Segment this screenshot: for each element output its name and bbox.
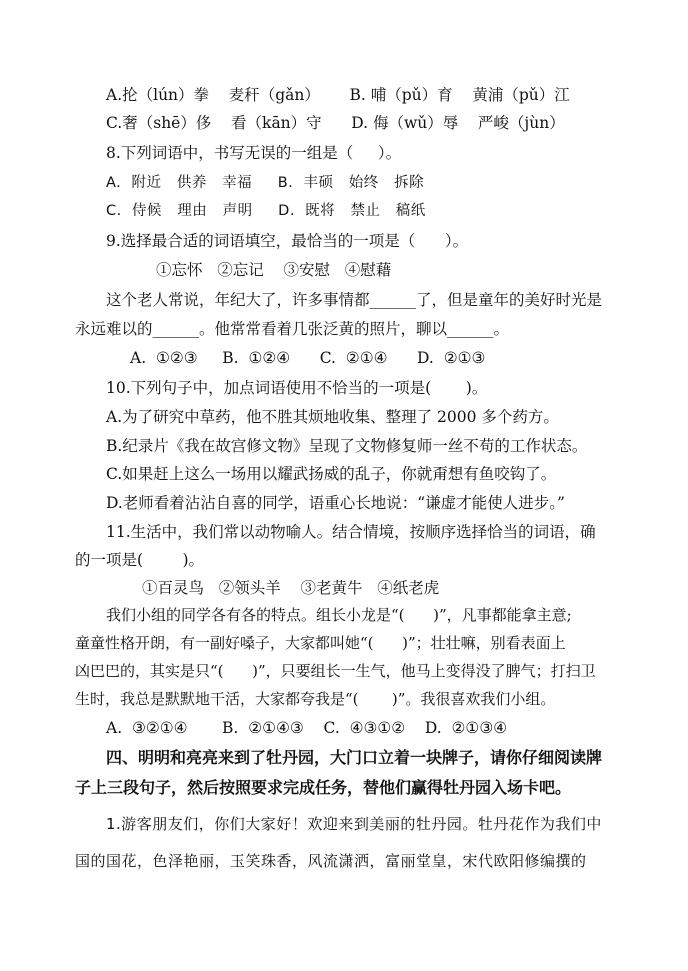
q10-option-c: C.如果赶上这么一场用以耀武扬威的乱子，你就甭想有鱼咬钩了。 <box>106 465 557 483</box>
q10-option-a: A.为了研究中草药，他不胜其烦地收集、整理了 2000 多个药方。 <box>106 408 559 426</box>
q9-passage-line-2: 永远难以的______。他常常看着几张泛黄的照片，聊以______。 <box>75 320 510 338</box>
q7-option-row-cd: C.奢（shē）侈 看（kān）守 D. 侮（wǔ）辱 严峻（jùn） <box>106 114 565 132</box>
q11-passage-line-1: 我们小组的同学各有各的特点。组长小龙是“( )”，凡事都能拿主意; <box>106 606 572 624</box>
section-4-heading-line-1: 四、明明和亮亮来到了牡丹园，大门口立着一块牌子，请你仔细阅读牌 <box>106 748 603 767</box>
sign-passage-line-1: 1.游客朋友们，你们大家好！欢迎来到美丽的牡丹园。牡丹花作为我们中 <box>106 815 602 833</box>
q10-option-d: D.老师看着沾沾自喜的同学，语重心长地说：“谦虚才能使人进步。” <box>106 494 565 512</box>
q11-passage-line-4: 生时，我总是默默地干活，大家都夸我是“( )”。我很喜欢我们小组。 <box>75 690 556 708</box>
q8-option-row-ab: A. 附近 供养 幸福 B. 丰硕 始终 拆除 <box>106 175 425 191</box>
q11-passage-line-2: 童童性格开朗，有一副好嗓子，大家都叫她“( )”；壮壮嘛，别看表面上 <box>75 634 566 652</box>
q11-stem-line-1: 11.生活中，我们常以动物喻人。结合情境，按顺序选择恰当的词语，确 <box>106 523 596 541</box>
q8-option-row-cd: C. 侍候 理由 声明 D. 既将 禁止 稿纸 <box>106 203 426 219</box>
q9-word-choices: ①忘怀 ②忘记 ③安慰 ④慰藉 <box>156 261 392 279</box>
q10-option-b: B.纪录片《我在故宫修文物》呈现了文物修复师一丝不苟的工作状态。 <box>106 437 588 455</box>
q11-options: A. ③②①④ B. ②①④③ C. ④③①② D. ②①③④ <box>106 719 508 737</box>
q9-stem: 9.选择最合适的词语填空，最恰当的一项是（ ）。 <box>106 232 469 250</box>
section-4-heading-line-2: 子上三段句子，然后按照要求完成任务，替他们赢得牡丹园入场卡吧。 <box>75 778 572 797</box>
q11-passage-line-3: 凶巴巴的，其实是只“( )”，只要组长一生气，他马上变得没了脾气；打扫卫 <box>75 662 596 680</box>
q9-options: A. ①②③ B. ①②④ C. ②①④ D. ②①③ <box>130 349 486 367</box>
q11-stem-line-2: 的一项是( )。 <box>75 551 205 569</box>
q7-option-row-ab: A.抡（lún）拳 麦秆（gǎn） B. 哺（pǔ）育 黄浦（pǔ）江 <box>106 86 570 104</box>
q9-passage-line-1: 这个老人常说，年纪大了，许多事情都______了，但是童年的美好时光是 <box>106 291 603 309</box>
q10-stem: 10.下列句子中，加点词语使用不恰当的一项是( )。 <box>106 379 488 397</box>
sign-passage-line-2: 国的国花，色泽艳丽，玉笑珠香，风流潇洒，富丽堂皇，宋代欧阳修编撰的 <box>75 852 587 870</box>
q8-stem: 8.下列词语中，书写无误的一组是（ ）。 <box>106 144 402 162</box>
q11-word-choices: ①百灵鸟 ②领头羊 ③老黄牛 ④纸老虎 <box>142 579 440 597</box>
